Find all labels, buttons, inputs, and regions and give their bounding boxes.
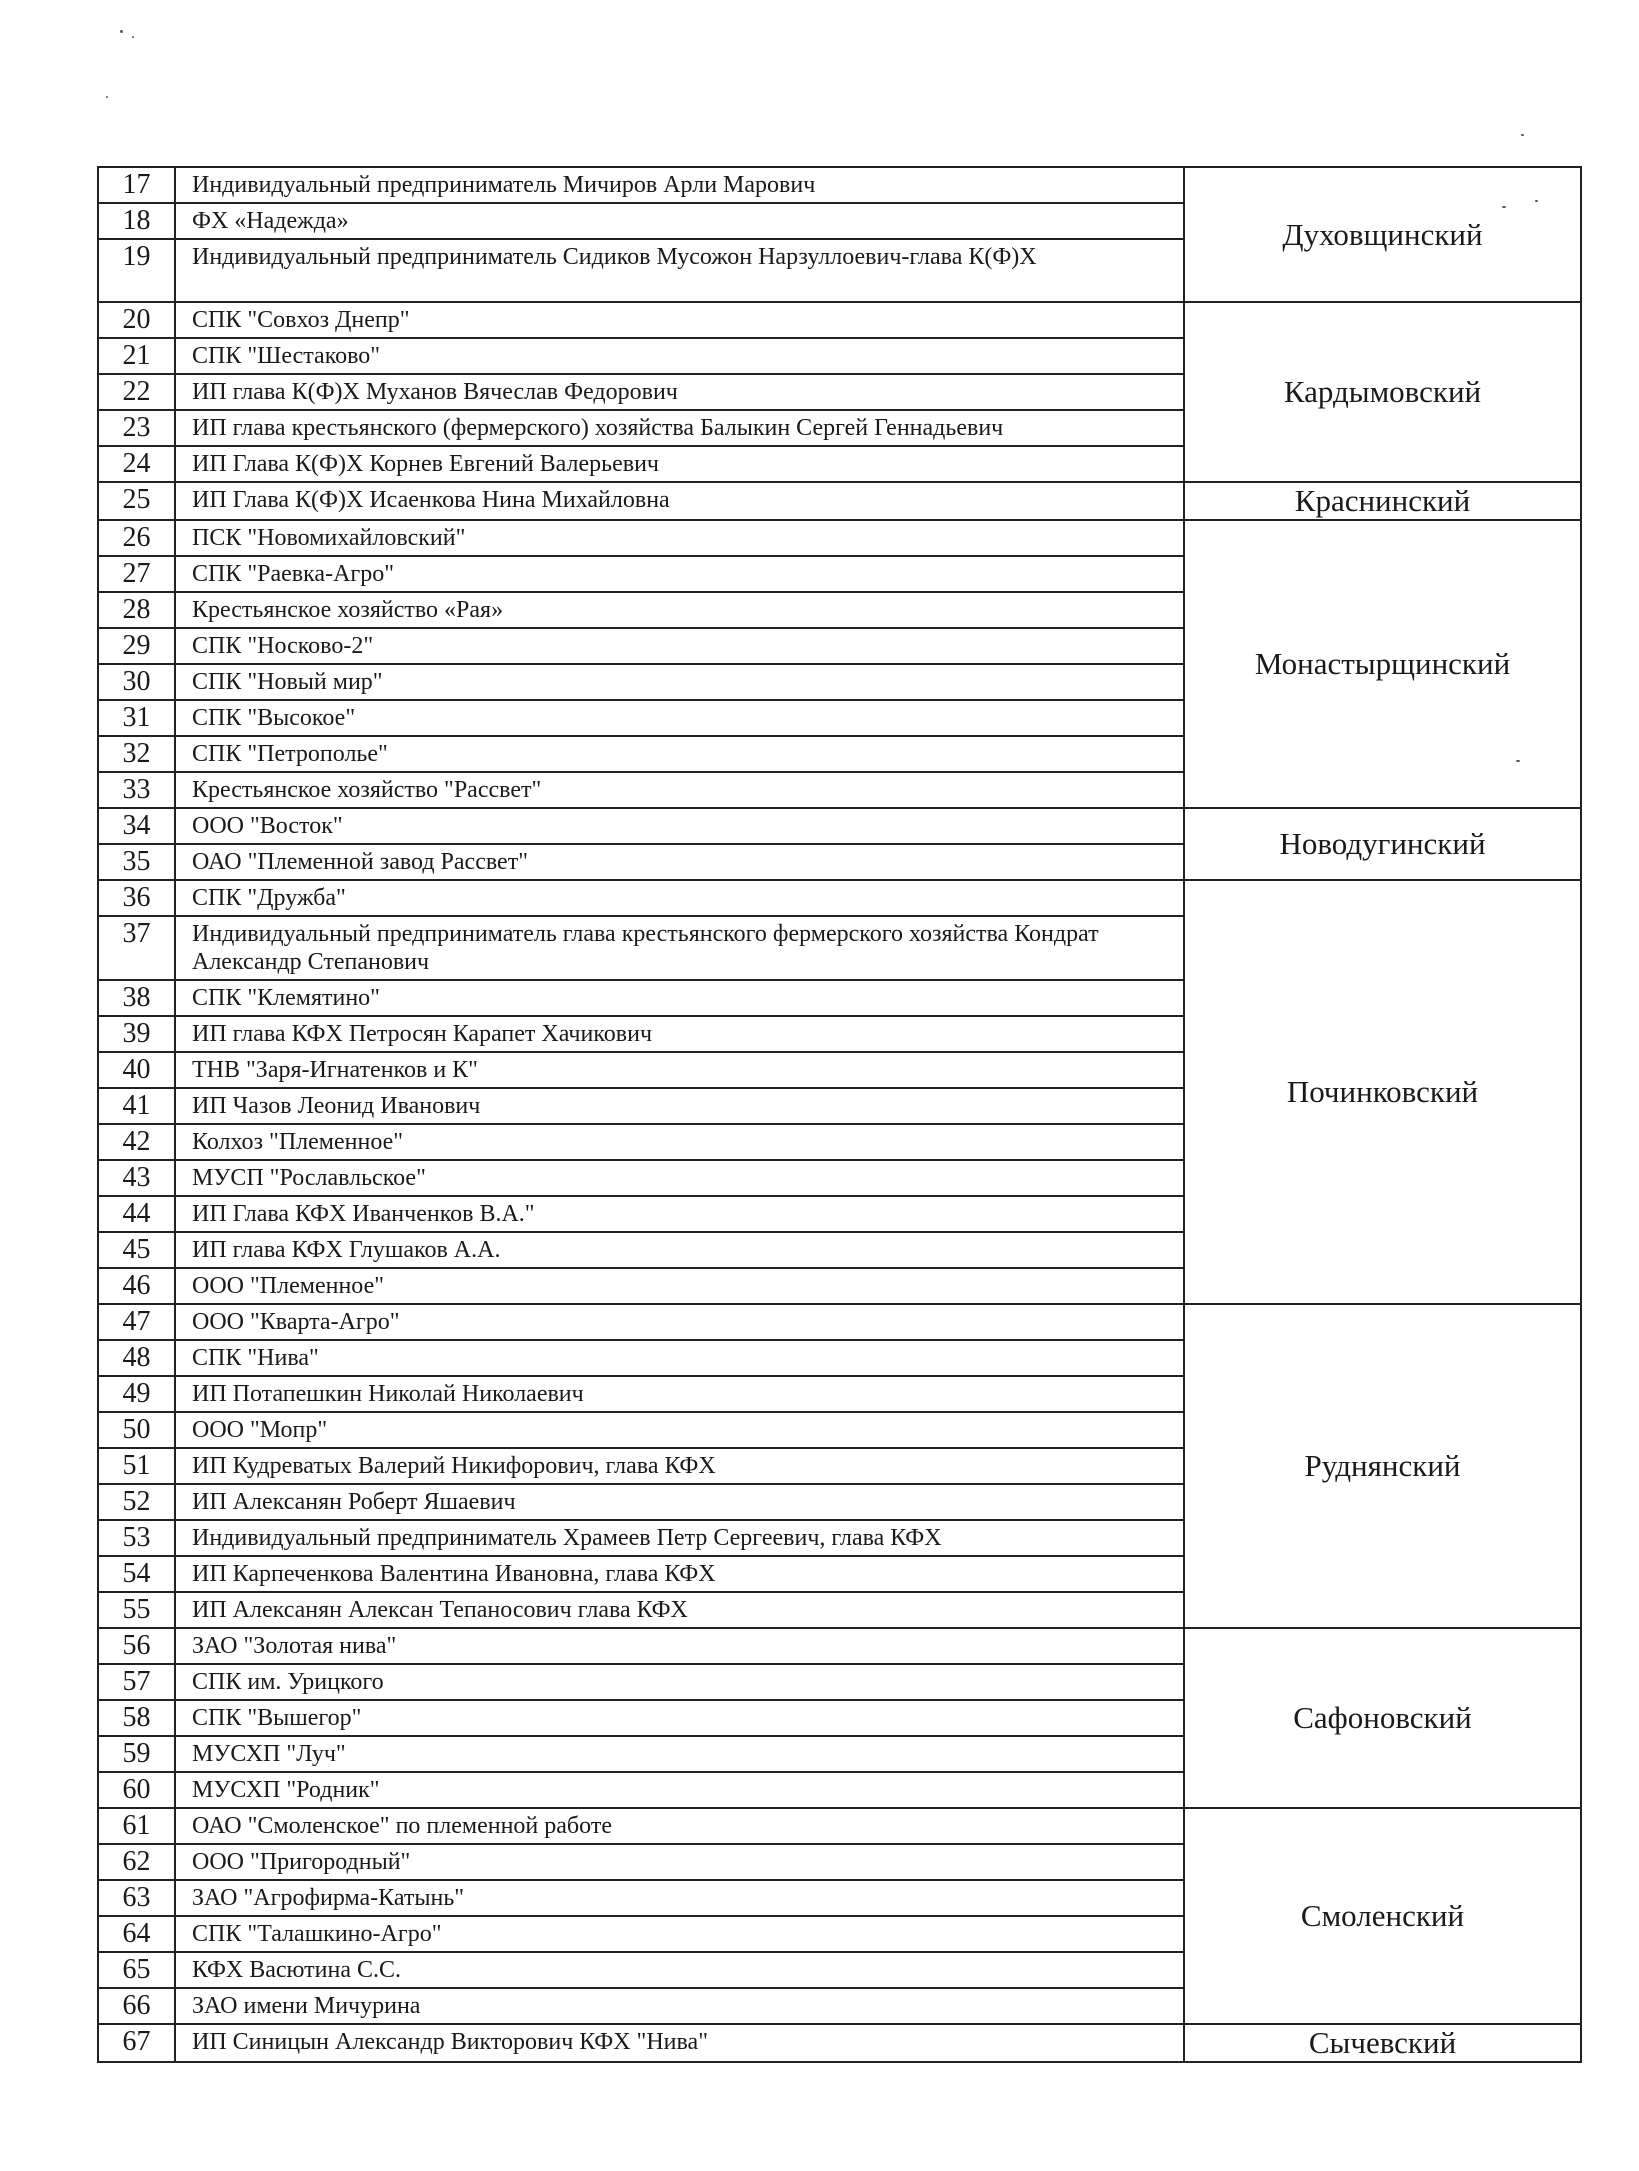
district-name: Сычевский xyxy=(1184,2024,1581,2062)
enterprise-name: Крестьянское хозяйство «Рая» xyxy=(175,592,1184,628)
district-name: Монастырщинский xyxy=(1184,520,1581,808)
district-name: Руднянский xyxy=(1184,1304,1581,1628)
enterprise-name: ИП Глава К(Ф)Х Исаенкова Нина Михайловна xyxy=(175,482,1184,520)
row-number: 61 xyxy=(98,1808,175,1844)
enterprise-name: ИП глава крестьянского (фермерского) хозяйства Балыкин Сергей Геннадьевич xyxy=(175,410,1184,446)
enterprise-name: ООО "Мопр" xyxy=(175,1412,1184,1448)
row-number: 23 xyxy=(98,410,175,446)
row-number: 43 xyxy=(98,1160,175,1196)
row-number: 59 xyxy=(98,1736,175,1772)
table-row xyxy=(98,482,1581,520)
enterprise-name: Индивидуальный предприниматель глава крестьянского фермерского хозяйства Кондрат Александр Степанович xyxy=(175,916,1184,980)
enterprise-name: МУСХП "Родник" xyxy=(175,1772,1184,1808)
row-number: 26 xyxy=(98,520,175,556)
row-number: 55 xyxy=(98,1592,175,1628)
enterprise-name: ИП Глава КФХ Иванченков В.А." xyxy=(175,1196,1184,1232)
row-number: 65 xyxy=(98,1952,175,1988)
table-row xyxy=(98,808,1581,844)
row-number: 62 xyxy=(98,1844,175,1880)
table-row xyxy=(98,520,1581,556)
row-number: 50 xyxy=(98,1412,175,1448)
enterprise-name: Крестьянское хозяйство "Рассвет" xyxy=(175,772,1184,808)
enterprise-name: ООО "Восток" xyxy=(175,808,1184,844)
enterprise-name: СПК "Клемятино" xyxy=(175,980,1184,1016)
enterprise-name: Индивидуальный предприниматель Храмеев Петр Сергеевич, глава КФХ xyxy=(175,1520,1184,1556)
enterprise-name: ООО "Племенное" xyxy=(175,1268,1184,1304)
table-row xyxy=(98,880,1581,916)
enterprise-name: ООО "Кварта-Агро" xyxy=(175,1304,1184,1340)
row-number: 30 xyxy=(98,664,175,700)
row-number: 33 xyxy=(98,772,175,808)
enterprise-name: ОАО "Племенной завод Рассвет" xyxy=(175,844,1184,880)
row-number: 18 xyxy=(98,203,175,239)
row-number: 28 xyxy=(98,592,175,628)
row-number: 36 xyxy=(98,880,175,916)
enterprise-name: СПК "Нива" xyxy=(175,1340,1184,1376)
enterprise-name: ТНВ "Заря-Игнатенков и К" xyxy=(175,1052,1184,1088)
row-number: 31 xyxy=(98,700,175,736)
enterprise-name: ИП Карпеченкова Валентина Ивановна, глава КФХ xyxy=(175,1556,1184,1592)
row-number: 41 xyxy=(98,1088,175,1124)
enterprise-name: СПК "Дружба" xyxy=(175,880,1184,916)
enterprise-name: СПК "Петрополье" xyxy=(175,736,1184,772)
row-number: 35 xyxy=(98,844,175,880)
row-number: 52 xyxy=(98,1484,175,1520)
enterprise-name: ЗАО имени Мичурина xyxy=(175,1988,1184,2024)
table-row xyxy=(98,1808,1581,1844)
row-number: 21 xyxy=(98,338,175,374)
table-row xyxy=(98,1628,1581,1664)
row-number: 17 xyxy=(98,167,175,203)
row-number: 56 xyxy=(98,1628,175,1664)
row-number: 67 xyxy=(98,2024,175,2062)
row-number: 27 xyxy=(98,556,175,592)
enterprise-name: ООО "Пригородный" xyxy=(175,1844,1184,1880)
row-number: 58 xyxy=(98,1700,175,1736)
enterprise-name: СПК "Носково-2" xyxy=(175,628,1184,664)
district-name: Новодугинский xyxy=(1184,808,1581,880)
row-number: 46 xyxy=(98,1268,175,1304)
row-number: 51 xyxy=(98,1448,175,1484)
row-number: 25 xyxy=(98,482,175,520)
enterprise-name: МУСХП "Луч" xyxy=(175,1736,1184,1772)
enterprise-name: СПК "Новый мир" xyxy=(175,664,1184,700)
district-name: Духовщинский xyxy=(1184,167,1581,302)
row-number: 63 xyxy=(98,1880,175,1916)
table-row xyxy=(98,2024,1581,2062)
row-number: 64 xyxy=(98,1916,175,1952)
row-number: 37 xyxy=(98,916,175,980)
row-number: 44 xyxy=(98,1196,175,1232)
row-number: 32 xyxy=(98,736,175,772)
row-number: 40 xyxy=(98,1052,175,1088)
row-number: 39 xyxy=(98,1016,175,1052)
enterprise-name: ИП глава К(Ф)Х Муханов Вячеслав Федорович xyxy=(175,374,1184,410)
row-number: 49 xyxy=(98,1376,175,1412)
enterprise-name: ИП Кудреватых Валерий Никифорович, глава КФХ xyxy=(175,1448,1184,1484)
district-name: Починковский xyxy=(1184,880,1581,1304)
enterprise-name: ИП Глава К(Ф)Х Корнев Евгений Валерьевич xyxy=(175,446,1184,482)
enterprise-name: СПК "Шестаково" xyxy=(175,338,1184,374)
row-number: 48 xyxy=(98,1340,175,1376)
district-name: Смоленский xyxy=(1184,1808,1581,2024)
row-number: 66 xyxy=(98,1988,175,2024)
district-name: Краснинский xyxy=(1184,482,1581,520)
enterprise-name: ИП глава КФХ Глушаков А.А. xyxy=(175,1232,1184,1268)
enterprise-name: Колхоз "Племенное" xyxy=(175,1124,1184,1160)
enterprise-name: КФХ Васютина С.С. xyxy=(175,1952,1184,1988)
enterprise-name: ИП Алексанян Алексан Тепаносович глава КФХ xyxy=(175,1592,1184,1628)
enterprise-name: ПСК "Новомихайловский" xyxy=(175,520,1184,556)
row-number: 29 xyxy=(98,628,175,664)
enterprise-name: ОАО "Смоленское" по племенной работе xyxy=(175,1808,1184,1844)
row-number: 54 xyxy=(98,1556,175,1592)
enterprise-name: СПК "Высокое" xyxy=(175,700,1184,736)
table-row xyxy=(98,167,1581,203)
district-name: Кардымовский xyxy=(1184,302,1581,482)
table-row xyxy=(98,302,1581,338)
row-number: 19 xyxy=(98,239,175,302)
enterprise-name: СПК "Раевка-Агро" xyxy=(175,556,1184,592)
enterprise-name: СПК им. Урицкого xyxy=(175,1664,1184,1700)
row-number: 24 xyxy=(98,446,175,482)
table-row xyxy=(98,1304,1581,1340)
row-number: 22 xyxy=(98,374,175,410)
enterprise-name: ИП глава КФХ Петросян Карапет Хачикович xyxy=(175,1016,1184,1052)
enterprise-name: ИП Потапешкин Николай Николаевич xyxy=(175,1376,1184,1412)
enterprise-name: ЗАО "Золотая нива" xyxy=(175,1628,1184,1664)
enterprise-name: ЗАО "Агрофирма-Катынь" xyxy=(175,1880,1184,1916)
farm-registry-table xyxy=(97,166,1582,2063)
row-number: 20 xyxy=(98,302,175,338)
enterprise-name: Индивидуальный предприниматель Мичиров Арли Марович xyxy=(175,167,1184,203)
row-number: 34 xyxy=(98,808,175,844)
enterprise-name: МУСП "Рославльское" xyxy=(175,1160,1184,1196)
row-number: 53 xyxy=(98,1520,175,1556)
enterprise-name: ИП Алексанян Роберт Яшаевич xyxy=(175,1484,1184,1520)
row-number: 38 xyxy=(98,980,175,1016)
row-number: 60 xyxy=(98,1772,175,1808)
enterprise-name: СПК "Талашкино-Агро" xyxy=(175,1916,1184,1952)
enterprise-name: ФХ «Надежда» xyxy=(175,203,1184,239)
enterprise-name: СПК "Совхоз Днепр" xyxy=(175,302,1184,338)
row-number: 42 xyxy=(98,1124,175,1160)
row-number: 45 xyxy=(98,1232,175,1268)
enterprise-name: СПК "Вышегор" xyxy=(175,1700,1184,1736)
enterprise-name: ИП Синицын Александр Викторович КФХ "Нива" xyxy=(175,2024,1184,2062)
enterprise-name: Индивидуальный предприниматель Сидиков Мусожон Нарзуллоевич-глава К(Ф)Х xyxy=(175,239,1184,302)
district-name: Сафоновский xyxy=(1184,1628,1581,1808)
enterprise-name: ИП Чазов Леонид Иванович xyxy=(175,1088,1184,1124)
row-number: 57 xyxy=(98,1664,175,1700)
row-number: 47 xyxy=(98,1304,175,1340)
